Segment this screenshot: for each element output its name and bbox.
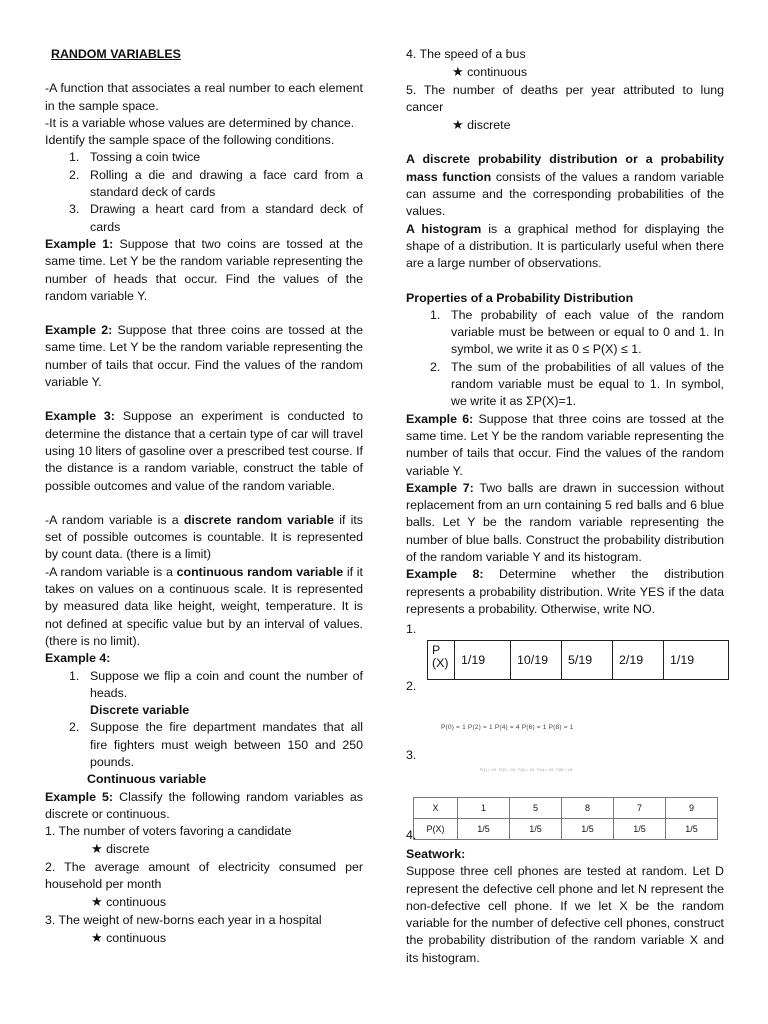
table-cell: 5 bbox=[510, 798, 562, 819]
example-5-a3: ★ continuous bbox=[91, 929, 167, 945]
example-4-list bbox=[45, 668, 363, 703]
example-4-list-2 bbox=[45, 719, 363, 771]
table-cell: 1/19 bbox=[664, 641, 729, 680]
example-5-a1: ★ discrete bbox=[91, 841, 150, 857]
item-3-distribution: P(1) = 1/5 , P(2) = 1/5 , P(3) = 1/5 , P(4) = 1/5 , P(5) = 1/5 bbox=[480, 768, 573, 772]
probability-table-2 bbox=[413, 797, 718, 840]
example-5-a4: ★ continuous bbox=[452, 64, 528, 80]
star-icon: ★ bbox=[452, 64, 464, 80]
table-cell: 1/5 bbox=[562, 819, 614, 840]
table-cell: 1/5 bbox=[510, 819, 562, 840]
star-icon: ★ bbox=[91, 894, 103, 910]
table-cell: 8 bbox=[562, 798, 614, 819]
star-icon: ★ bbox=[91, 841, 103, 857]
example-5-q4: 4. The speed of a bus bbox=[406, 47, 526, 61]
list-item: 2. Rolling a die and drawing a face card from a standard deck of cards bbox=[69, 167, 363, 200]
item-4-number: 4. bbox=[406, 828, 417, 842]
example-1: Example 1: Suppose that two coins are tossed at the same time. Let Y be the random variable representing the number of heads that occur. Find the values of the random variable Y. bbox=[45, 236, 363, 303]
example-5: Example 5: Classify the following random variables as discrete or continuous. bbox=[45, 789, 363, 821]
table-cell: 7 bbox=[614, 798, 666, 819]
histogram-definition: A histogram is a graphical method for displaying the shape of a distribution. It is particularly useful when there are a large number of observations. bbox=[406, 221, 724, 271]
table-header-cell: X bbox=[414, 798, 458, 819]
seatwork-text: Suppose three cell phones are tested at random. Let D represent the defective cell phone and let N represent the non-defective cell phone. If we let X be the random variable for the number of defective cell phones, construct the probability distribution of the random variable X and its histogram. bbox=[406, 864, 724, 965]
example-5-q3: 3. The weight of new-borns each year in a hospital bbox=[45, 912, 322, 927]
identify-instruction: Identify the sample space of the following conditions. bbox=[45, 133, 335, 148]
distribution-definition: A discrete probability distribution or a probability mass function consists of the values a random variable can assume and the corresponding probabilities of the values. bbox=[406, 152, 724, 219]
example-5-q2: 2. The average amount of electricity consumed per household per month bbox=[45, 859, 363, 892]
left-column bbox=[45, 46, 363, 947]
properties-list bbox=[406, 307, 724, 411]
item-3-number: 3. bbox=[406, 748, 417, 762]
right-column bbox=[406, 46, 724, 618]
table-cell: 1/5 bbox=[666, 819, 718, 840]
table-cell: 5/19 bbox=[562, 641, 613, 680]
example-5-q5: 5. The number of deaths per year attributed to lung cancer bbox=[406, 82, 724, 114]
table-header-cell: P(X) bbox=[414, 819, 458, 840]
table-row bbox=[428, 641, 729, 680]
list-item: 1. The probability of each value of the random variable must be between or equal to 0 and 1. In symbol, we write it as 0 ≤ P(X) ≤ 1. bbox=[430, 307, 724, 357]
item-1-number: 1. bbox=[406, 622, 417, 636]
example-7: Example 7: Two balls are drawn in succession without replacement from an urn containing 5 red balls and 6 blue balls. Let Y be the random variable representing the number of blue balls. Construct the probability distribution of the random variable Y and its histogram. bbox=[406, 480, 724, 565]
discrete-definition: -A random variable is a discrete random variable if its set of possible outcomes is countable. It is represented by count data. (there is a limit) bbox=[45, 512, 363, 562]
star-icon: ★ bbox=[452, 117, 464, 133]
table-cell: 2/19 bbox=[613, 641, 664, 680]
list-item: 2. The sum of the probabilities of all values of the random variable must be equal to 1. In symbol, we write it as ΣP(X)=1. bbox=[430, 359, 724, 409]
example-2: Example 2: Suppose that three coins are tossed at the same time. Let Y be the random variable representing the number of tails that occur. Find the values of the random variable Y. bbox=[45, 323, 363, 390]
properties-title: Properties of a Probability Distribution bbox=[406, 290, 634, 305]
table-cell: 10/19 bbox=[511, 641, 562, 680]
table-cell: 1/19 bbox=[455, 641, 511, 680]
definition-2: -It is a variable whose values are determined by chance. bbox=[45, 115, 355, 130]
table-row bbox=[414, 819, 718, 840]
table-cell: 1/5 bbox=[614, 819, 666, 840]
list-item: 3. Drawing a heart card from a standard deck of cards bbox=[69, 202, 363, 234]
table-cell: 9 bbox=[666, 798, 718, 819]
table-cell: 1/5 bbox=[458, 819, 510, 840]
example-4-answer-2: Continuous variable bbox=[87, 772, 207, 787]
list-item: 1. Tossing a coin twice bbox=[69, 150, 201, 165]
list-item: 1. Suppose we flip a coin and count the number of heads. bbox=[69, 668, 363, 700]
example-8: Example 8: Determine whether the distribution represents a probability distribution. Write YES if the data represents a probability. Otherwise, write NO. bbox=[406, 567, 724, 616]
list-item: 2. Suppose the fire department mandates that all fire fighters must weigh between 150 and 250 pounds. bbox=[69, 720, 363, 769]
continuous-definition: -A random variable is a continuous random variable if it takes on values on a continuous scale. It is represented by measured data like height, weight, temperature. It is not defined at specific value but by an interval of values. (there is no limit). bbox=[45, 564, 363, 648]
example-6: Example 6: Suppose that three coins are tossed at the same time. Let Y be the random variable representing the number of tails that occur. Find the values of the random variable Y. bbox=[406, 411, 724, 478]
item-2-number: 2. bbox=[406, 679, 417, 693]
definition-1: -A function that associates a real number to each element in the sample space. bbox=[45, 81, 363, 113]
conditions-list bbox=[45, 149, 363, 235]
table-header-cell: P(X) bbox=[428, 641, 455, 680]
example-5-q1: 1. The number of voters favoring a candidate bbox=[45, 824, 292, 839]
table-row bbox=[414, 798, 718, 819]
example-5-a5: ★ discrete bbox=[452, 117, 511, 133]
item-2-distribution: P(0) = 1 P(2) = 1 P(4) = 4 P(6) = 1 P(8) = 1 bbox=[441, 724, 574, 731]
page-title: RANDOM VARIABLES bbox=[51, 47, 181, 61]
probability-table-1 bbox=[427, 640, 729, 680]
example-4-answer-1: Discrete variable bbox=[90, 703, 190, 718]
table-cell: 1 bbox=[458, 798, 510, 819]
seatwork-label: Seatwork: bbox=[406, 847, 466, 861]
example-3: Example 3: Suppose an experiment is conducted to determine the distance that a certain type of car will travel using 10 liters of gasoline over a prescribed test course. If the distance is a random variable, construct the table of possible outcomes and value of the random variable. bbox=[45, 409, 363, 493]
seatwork-section bbox=[406, 846, 724, 967]
example-5-a2: ★ continuous bbox=[91, 894, 167, 910]
example-4-label: Example 4: bbox=[45, 651, 111, 666]
star-icon: ★ bbox=[91, 929, 103, 945]
